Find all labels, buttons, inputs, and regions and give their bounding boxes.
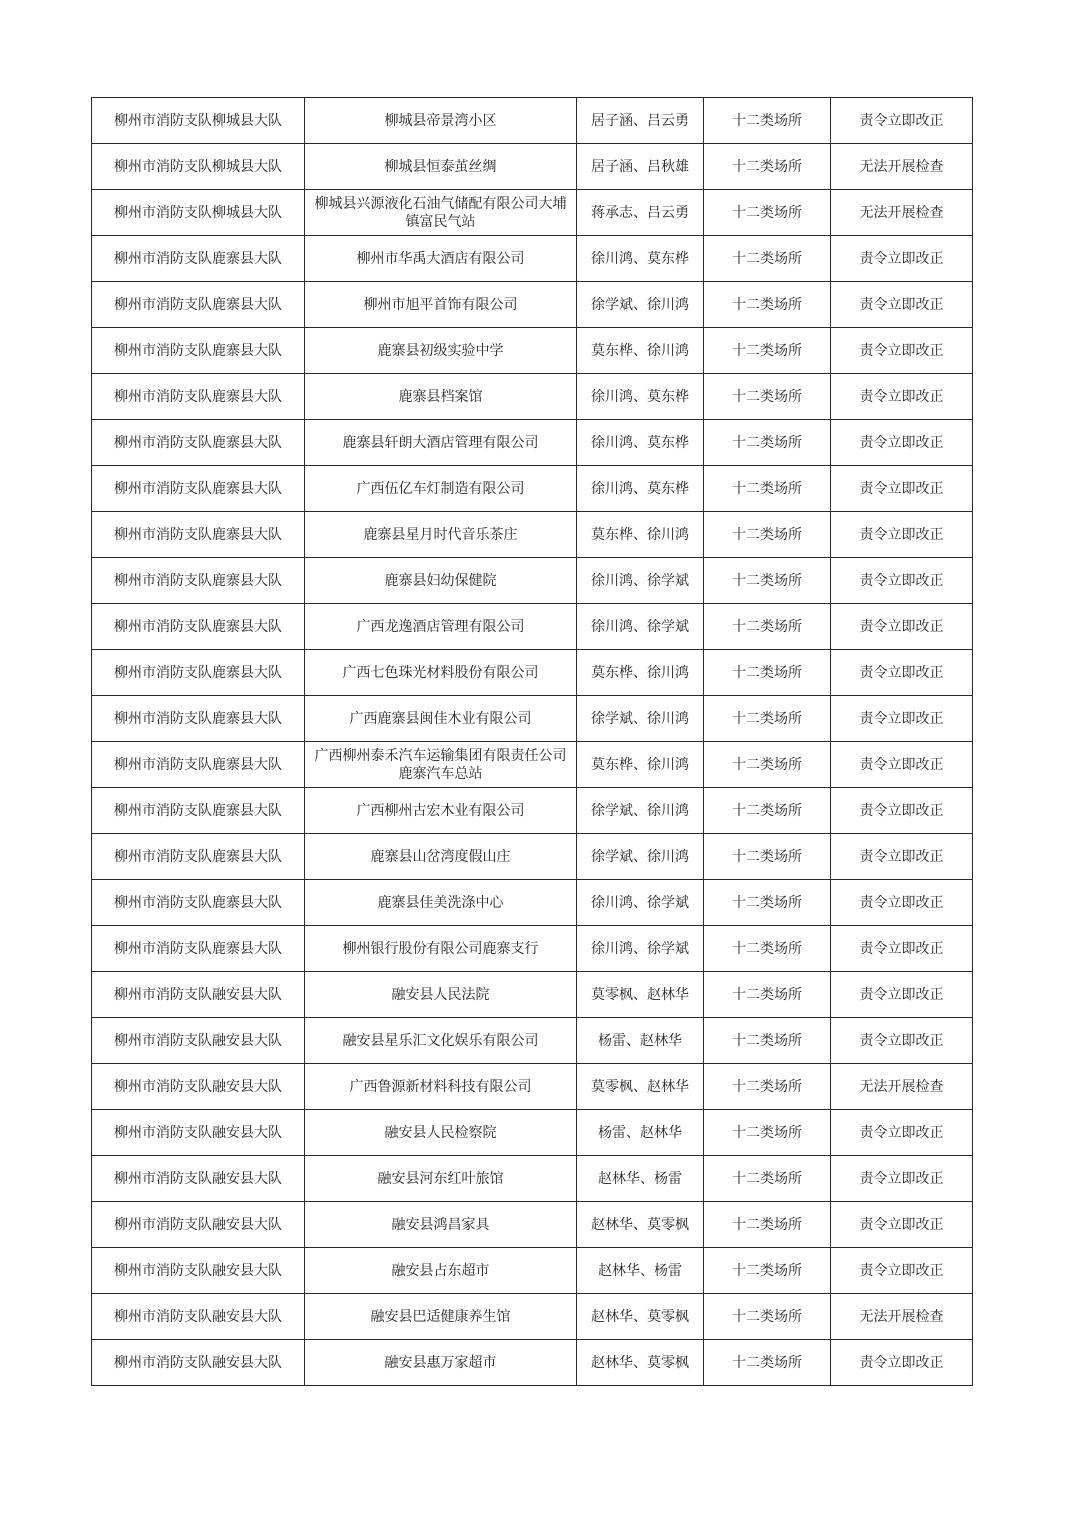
result-cell: 责令立即改正 [831, 1202, 973, 1248]
category-cell: 十二类场所 [704, 1110, 831, 1156]
venue-cell: 鹿寨县星月时代音乐茶庄 [305, 512, 577, 558]
table-row [92, 282, 973, 328]
venue-cell: 柳州市华禹大酒店有限公司 [305, 236, 577, 282]
category-cell: 十二类场所 [704, 374, 831, 420]
table-body [92, 98, 973, 1386]
unit-cell: 柳州市消防支队融安县大队 [92, 1018, 305, 1064]
table-row [92, 1248, 973, 1294]
result-cell: 责令立即改正 [831, 374, 973, 420]
inspectors-cell: 莫东桦、徐川鸿 [577, 328, 704, 374]
unit-cell: 柳州市消防支队鹿寨县大队 [92, 650, 305, 696]
document-page [91, 97, 972, 1386]
inspectors-cell: 杨雷、赵林华 [577, 1110, 704, 1156]
result-cell: 责令立即改正 [831, 604, 973, 650]
table-row [92, 98, 973, 144]
table-row [92, 834, 973, 880]
result-cell: 责令立即改正 [831, 1110, 973, 1156]
unit-cell: 柳州市消防支队鹿寨县大队 [92, 880, 305, 926]
inspectors-cell: 徐学斌、徐川鸿 [577, 834, 704, 880]
unit-cell: 柳州市消防支队融安县大队 [92, 972, 305, 1018]
inspectors-cell: 莫东桦、徐川鸿 [577, 742, 704, 788]
inspectors-cell: 莫零枫、赵林华 [577, 972, 704, 1018]
inspectors-cell: 赵林华、杨雷 [577, 1248, 704, 1294]
result-cell: 责令立即改正 [831, 420, 973, 466]
inspectors-cell: 赵林华、莫零枫 [577, 1294, 704, 1340]
venue-cell: 融安县鸿昌家具 [305, 1202, 577, 1248]
unit-cell: 柳州市消防支队鹿寨县大队 [92, 282, 305, 328]
category-cell: 十二类场所 [704, 1202, 831, 1248]
table-row [92, 190, 973, 236]
inspectors-cell: 莫零枫、赵林华 [577, 1064, 704, 1110]
category-cell: 十二类场所 [704, 1156, 831, 1202]
unit-cell: 柳州市消防支队鹿寨县大队 [92, 742, 305, 788]
unit-cell: 柳州市消防支队鹿寨县大队 [92, 926, 305, 972]
venue-cell: 融安县人民检察院 [305, 1110, 577, 1156]
category-cell: 十二类场所 [704, 1018, 831, 1064]
table-row [92, 512, 973, 558]
inspectors-cell: 赵林华、杨雷 [577, 1156, 704, 1202]
result-cell: 责令立即改正 [831, 466, 973, 512]
table-row [92, 1018, 973, 1064]
table-row [92, 1156, 973, 1202]
unit-cell: 柳州市消防支队柳城县大队 [92, 98, 305, 144]
venue-cell: 融安县河东红叶旅馆 [305, 1156, 577, 1202]
category-cell: 十二类场所 [704, 788, 831, 834]
inspectors-cell: 徐学斌、徐川鸿 [577, 282, 704, 328]
result-cell: 责令立即改正 [831, 1156, 973, 1202]
category-cell: 十二类场所 [704, 972, 831, 1018]
category-cell: 十二类场所 [704, 98, 831, 144]
unit-cell: 柳州市消防支队鹿寨县大队 [92, 512, 305, 558]
result-cell: 无法开展检查 [831, 1064, 973, 1110]
unit-cell: 柳州市消防支队柳城县大队 [92, 144, 305, 190]
table-row [92, 374, 973, 420]
inspectors-cell: 徐川鸿、徐学斌 [577, 880, 704, 926]
category-cell: 十二类场所 [704, 512, 831, 558]
result-cell: 责令立即改正 [831, 926, 973, 972]
unit-cell: 柳州市消防支队鹿寨县大队 [92, 236, 305, 282]
result-cell: 责令立即改正 [831, 972, 973, 1018]
table-row [92, 604, 973, 650]
result-cell: 责令立即改正 [831, 512, 973, 558]
venue-cell: 融安县占东超市 [305, 1248, 577, 1294]
unit-cell: 柳州市消防支队鹿寨县大队 [92, 834, 305, 880]
result-cell: 责令立即改正 [831, 328, 973, 374]
category-cell: 十二类场所 [704, 650, 831, 696]
unit-cell: 柳州市消防支队融安县大队 [92, 1156, 305, 1202]
category-cell: 十二类场所 [704, 328, 831, 374]
unit-cell: 柳州市消防支队融安县大队 [92, 1248, 305, 1294]
unit-cell: 柳州市消防支队鹿寨县大队 [92, 328, 305, 374]
result-cell: 责令立即改正 [831, 282, 973, 328]
table-row [92, 1202, 973, 1248]
category-cell: 十二类场所 [704, 880, 831, 926]
venue-cell: 广西七色珠光材料股份有限公司 [305, 650, 577, 696]
inspectors-cell: 居子涵、吕秋雄 [577, 144, 704, 190]
table-row [92, 236, 973, 282]
inspectors-cell: 莫东桦、徐川鸿 [577, 650, 704, 696]
unit-cell: 柳州市消防支队鹿寨县大队 [92, 420, 305, 466]
venue-cell: 鹿寨县初级实验中学 [305, 328, 577, 374]
category-cell: 十二类场所 [704, 1340, 831, 1386]
category-cell: 十二类场所 [704, 144, 831, 190]
category-cell: 十二类场所 [704, 1294, 831, 1340]
result-cell: 责令立即改正 [831, 1248, 973, 1294]
unit-cell: 柳州市消防支队鹿寨县大队 [92, 604, 305, 650]
category-cell: 十二类场所 [704, 190, 831, 236]
venue-cell: 广西柳州泰禾汽车运输集团有限责任公司鹿寨汽车总站 [305, 742, 577, 788]
category-cell: 十二类场所 [704, 558, 831, 604]
category-cell: 十二类场所 [704, 282, 831, 328]
inspection-table [91, 97, 973, 1386]
venue-cell: 广西伍亿车灯制造有限公司 [305, 466, 577, 512]
category-cell: 十二类场所 [704, 834, 831, 880]
result-cell: 责令立即改正 [831, 650, 973, 696]
unit-cell: 柳州市消防支队融安县大队 [92, 1064, 305, 1110]
venue-cell: 柳城县兴源液化石油气储配有限公司大埔镇富民气站 [305, 190, 577, 236]
inspectors-cell: 徐川鸿、徐学斌 [577, 558, 704, 604]
result-cell: 无法开展检查 [831, 144, 973, 190]
inspectors-cell: 徐川鸿、莫东桦 [577, 236, 704, 282]
table-row [92, 650, 973, 696]
inspectors-cell: 赵林华、莫零枫 [577, 1340, 704, 1386]
table-row [92, 420, 973, 466]
table-row [92, 788, 973, 834]
venue-cell: 广西柳州古宏木业有限公司 [305, 788, 577, 834]
result-cell: 责令立即改正 [831, 236, 973, 282]
inspectors-cell: 徐学斌、徐川鸿 [577, 696, 704, 742]
unit-cell: 柳州市消防支队融安县大队 [92, 1340, 305, 1386]
inspectors-cell: 杨雷、赵林华 [577, 1018, 704, 1064]
category-cell: 十二类场所 [704, 926, 831, 972]
result-cell: 无法开展检查 [831, 1294, 973, 1340]
category-cell: 十二类场所 [704, 420, 831, 466]
result-cell: 责令立即改正 [831, 1340, 973, 1386]
category-cell: 十二类场所 [704, 1248, 831, 1294]
category-cell: 十二类场所 [704, 604, 831, 650]
table-row [92, 926, 973, 972]
unit-cell: 柳州市消防支队鹿寨县大队 [92, 374, 305, 420]
table-row [92, 1294, 973, 1340]
result-cell: 责令立即改正 [831, 880, 973, 926]
result-cell: 责令立即改正 [831, 558, 973, 604]
venue-cell: 广西龙逸酒店管理有限公司 [305, 604, 577, 650]
result-cell: 责令立即改正 [831, 98, 973, 144]
table-row [92, 1064, 973, 1110]
category-cell: 十二类场所 [704, 466, 831, 512]
inspectors-cell: 徐川鸿、莫东桦 [577, 420, 704, 466]
table-row [92, 1110, 973, 1156]
result-cell: 责令立即改正 [831, 696, 973, 742]
venue-cell: 融安县惠万家超市 [305, 1340, 577, 1386]
venue-cell: 鹿寨县山岔湾度假山庄 [305, 834, 577, 880]
venue-cell: 柳州市旭平首饰有限公司 [305, 282, 577, 328]
venue-cell: 鹿寨县轩朗大酒店管理有限公司 [305, 420, 577, 466]
table-row [92, 880, 973, 926]
table-row [92, 558, 973, 604]
venue-cell: 柳城县帝景湾小区 [305, 98, 577, 144]
inspectors-cell: 居子涵、吕云勇 [577, 98, 704, 144]
venue-cell: 融安县人民法院 [305, 972, 577, 1018]
result-cell: 责令立即改正 [831, 1018, 973, 1064]
result-cell: 责令立即改正 [831, 788, 973, 834]
category-cell: 十二类场所 [704, 696, 831, 742]
unit-cell: 柳州市消防支队融安县大队 [92, 1294, 305, 1340]
unit-cell: 柳州市消防支队柳城县大队 [92, 190, 305, 236]
venue-cell: 融安县星乐汇文化娱乐有限公司 [305, 1018, 577, 1064]
category-cell: 十二类场所 [704, 236, 831, 282]
inspectors-cell: 徐学斌、徐川鸿 [577, 788, 704, 834]
table-row [92, 742, 973, 788]
inspectors-cell: 莫东桦、徐川鸿 [577, 512, 704, 558]
table-row [92, 1340, 973, 1386]
venue-cell: 融安县巴适健康养生馆 [305, 1294, 577, 1340]
venue-cell: 广西鲁源新材料科技有限公司 [305, 1064, 577, 1110]
inspectors-cell: 徐川鸿、徐学斌 [577, 926, 704, 972]
table-row [92, 972, 973, 1018]
venue-cell: 鹿寨县档案馆 [305, 374, 577, 420]
table-row [92, 144, 973, 190]
unit-cell: 柳州市消防支队鹿寨县大队 [92, 466, 305, 512]
inspectors-cell: 蒋承志、吕云勇 [577, 190, 704, 236]
unit-cell: 柳州市消防支队鹿寨县大队 [92, 696, 305, 742]
venue-cell: 柳城县恒泰茧丝绸 [305, 144, 577, 190]
table-row [92, 328, 973, 374]
venue-cell: 鹿寨县佳美洗涤中心 [305, 880, 577, 926]
inspectors-cell: 徐川鸿、莫东桦 [577, 374, 704, 420]
unit-cell: 柳州市消防支队融安县大队 [92, 1202, 305, 1248]
inspectors-cell: 徐川鸿、莫东桦 [577, 466, 704, 512]
category-cell: 十二类场所 [704, 742, 831, 788]
result-cell: 责令立即改正 [831, 742, 973, 788]
result-cell: 责令立即改正 [831, 834, 973, 880]
unit-cell: 柳州市消防支队鹿寨县大队 [92, 788, 305, 834]
venue-cell: 柳州银行股份有限公司鹿寨支行 [305, 926, 577, 972]
table-row [92, 696, 973, 742]
unit-cell: 柳州市消防支队鹿寨县大队 [92, 558, 305, 604]
category-cell: 十二类场所 [704, 1064, 831, 1110]
venue-cell: 广西鹿寨县闽佳木业有限公司 [305, 696, 577, 742]
table-row [92, 466, 973, 512]
inspectors-cell: 徐川鸿、徐学斌 [577, 604, 704, 650]
venue-cell: 鹿寨县妇幼保健院 [305, 558, 577, 604]
inspectors-cell: 赵林华、莫零枫 [577, 1202, 704, 1248]
result-cell: 无法开展检查 [831, 190, 973, 236]
unit-cell: 柳州市消防支队融安县大队 [92, 1110, 305, 1156]
